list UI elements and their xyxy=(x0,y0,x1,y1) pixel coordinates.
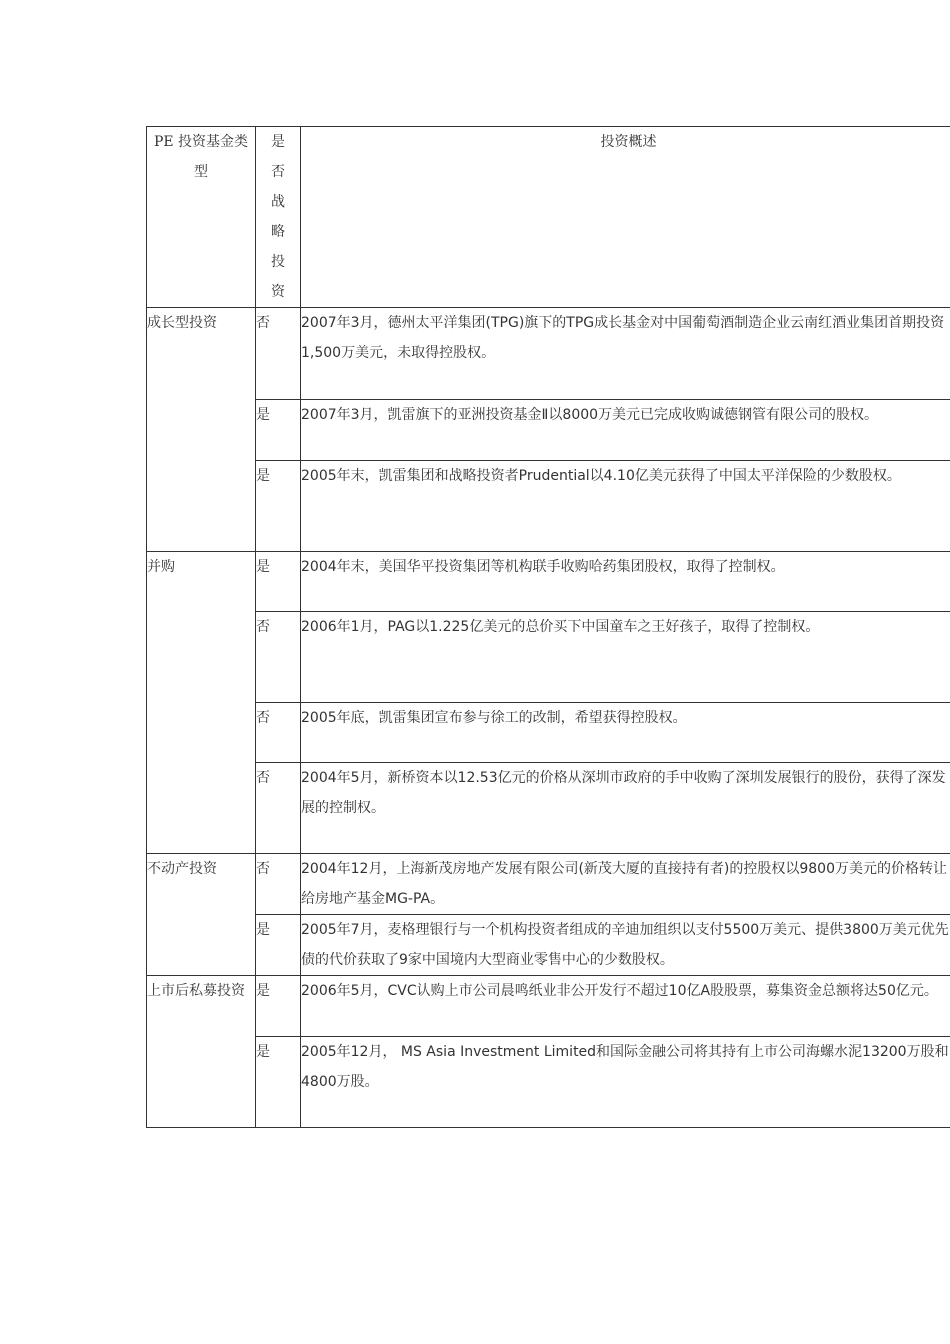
fund-type-cell: 并购 xyxy=(147,552,256,854)
header-fund-type: PE 投资基金类型 xyxy=(147,127,256,308)
table-row xyxy=(147,552,950,612)
strategic-cell: 是 xyxy=(256,552,301,612)
fund-type-cell: 成长型投资 xyxy=(147,308,256,552)
description-cell: 2005年底，凯雷集团宣布参与徐工的改制，希望获得控股权。 xyxy=(301,703,950,763)
table-row xyxy=(147,612,950,703)
description-cell: 2004年末，美国华平投资集团等机构联手收购哈药集团股权，取得了控制权。 xyxy=(301,552,950,612)
description-cell: 2004年12月，上海新茂房地产发展有限公司(新茂大厦的直接持有者)的控股权以9800万美元的价格转让给房地产基金MG-PA。 xyxy=(301,854,950,915)
header-strategic-char: 战 xyxy=(271,194,285,210)
table-row xyxy=(147,703,950,763)
description-cell: 2005年12月， MS Asia Investment Limited和国际金融公司将其持有上市公司海螺水泥13200万股和4800万股。 xyxy=(301,1037,950,1128)
strategic-cell: 是 xyxy=(256,461,301,552)
fund-type-cell: 不动产投资 xyxy=(147,854,256,976)
description-cell: 2007年3月，凯雷旗下的亚洲投资基金Ⅱ以8000万美元已完成收购诚德钢管有限公司的股权。 xyxy=(301,400,950,461)
table-row xyxy=(147,400,950,461)
table-row xyxy=(147,915,950,976)
pe-fund-table xyxy=(146,126,950,1128)
header-strategic-char: 否 xyxy=(271,164,285,180)
description-cell: 2006年1月，PAG以1.225亿美元的总价买下中国童车之王好孩子，取得了控制权。 xyxy=(301,612,950,703)
description-cell: 2005年末，凯雷集团和战略投资者Prudential以4.10亿美元获得了中国太平洋保险的少数股权。 xyxy=(301,461,950,552)
strategic-cell: 否 xyxy=(256,854,301,915)
header-description: 投资概述 xyxy=(301,127,950,308)
header-strategic-char: 是 xyxy=(271,134,285,150)
strategic-cell: 是 xyxy=(256,915,301,976)
description-cell: 2004年5月，新桥资本以12.53亿元的价格从深圳市政府的手中收购了深圳发展银行的股份，获得了深发展的控制权。 xyxy=(301,763,950,854)
header-strategic-investment xyxy=(256,127,301,308)
description-cell: 2007年3月，德州太平洋集团(TPG)旗下的TPG成长基金对中国葡萄酒制造企业云南红酒业集团首期投资1,500万美元，未取得控股权。 xyxy=(301,308,950,400)
strategic-cell: 否 xyxy=(256,308,301,400)
strategic-cell: 是 xyxy=(256,976,301,1037)
strategic-cell: 是 xyxy=(256,1037,301,1128)
strategic-cell: 是 xyxy=(256,400,301,461)
table-row xyxy=(147,763,950,854)
table-header-row xyxy=(147,127,950,308)
table-row xyxy=(147,976,950,1037)
header-strategic-char: 略 xyxy=(271,224,285,240)
description-cell: 2005年7月，麦格理银行与一个机构投资者组成的辛迪加组织以支付5500万美元、提供3800万美元优先债的代价获取了9家中国境内大型商业零售中心的少数股权。 xyxy=(301,915,950,976)
strategic-cell: 否 xyxy=(256,612,301,703)
strategic-cell: 否 xyxy=(256,763,301,854)
strategic-cell: 否 xyxy=(256,703,301,763)
table-row xyxy=(147,854,950,915)
table-row xyxy=(147,1037,950,1128)
table-row xyxy=(147,308,950,400)
header-strategic-char: 投 xyxy=(271,254,285,270)
fund-type-cell: 上市后私募投资 xyxy=(147,976,256,1128)
description-cell: 2006年5月，CVC认购上市公司晨鸣纸业非公开发行不超过10亿A股股票，募集资金总额将达50亿元。 xyxy=(301,976,950,1037)
header-strategic-char: 资 xyxy=(271,284,285,300)
table-row xyxy=(147,461,950,552)
